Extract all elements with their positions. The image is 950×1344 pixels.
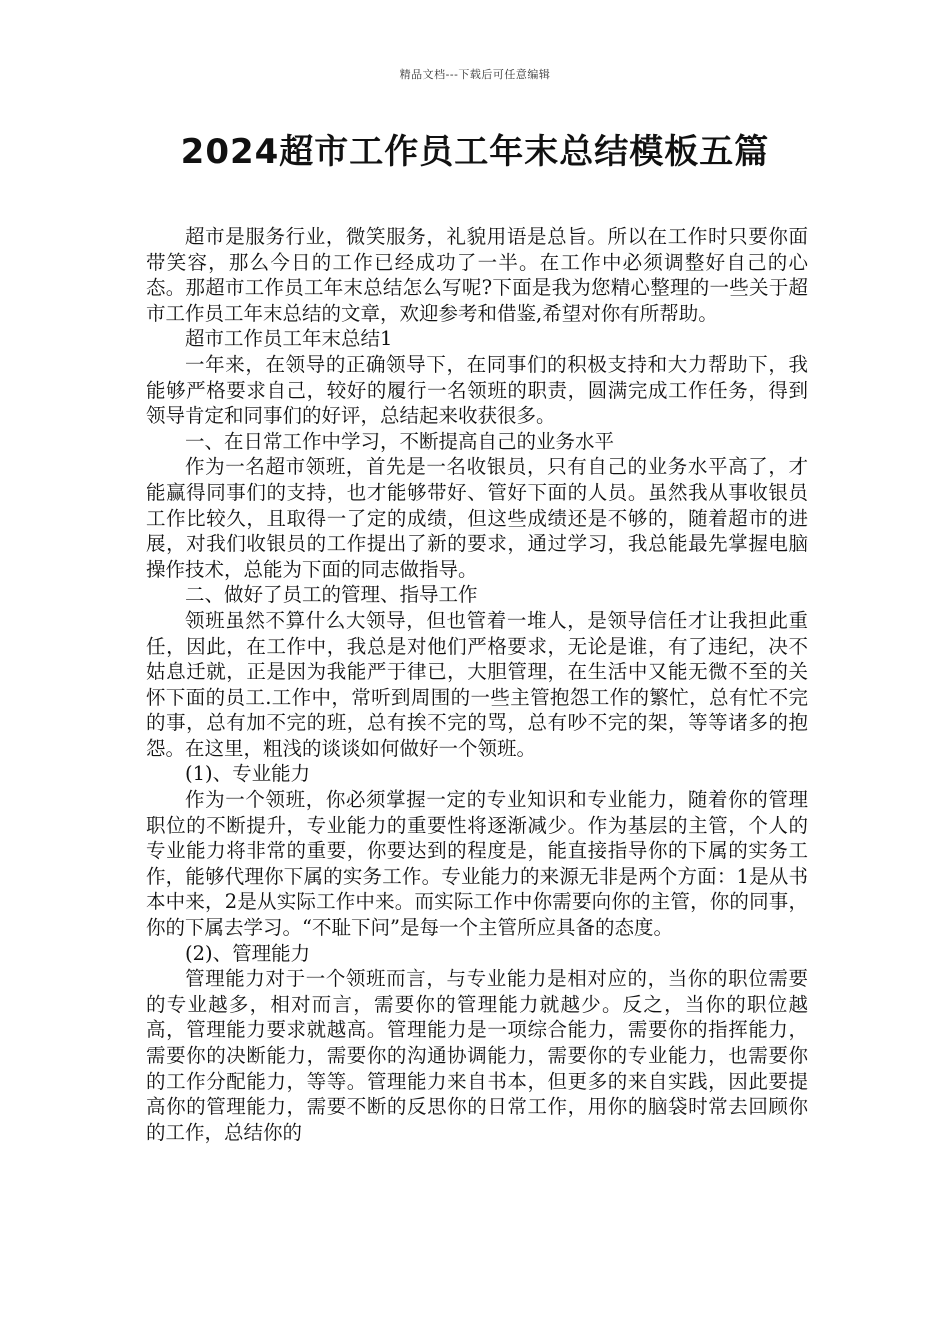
header-note: 精品文档---下载后可任意编辑 [399,68,551,81]
point-heading-management-ability: (2)、管理能力 [185,941,311,965]
body-paragraph: 一年来，在领导的正确领导下，在同事们的积极支持和大力帮助下，我能够严格要求自己，较好的履行一名领班的职责，圆满完成工作任务，得到领导肯定和同事们的好评，总结起来收获很多。 [146,352,808,428]
body-paragraph: 管理能力对于一个领班而言，与专业能力是相对应的，当你的职位需要的专业越多，相对而言，需要你的管理能力就越少。反之，当你的职位越高，管理能力要求就越高。管理能力是一项综合能力，需要你的指挥能力，需要你的决断能力，需要你的沟通协调能力，需要你的专业能力，也需要你的工作分配能力，等等。管理能力来自书本，但更多的来自实践，因此要提高你的管理能力，需要不断的反思你的日常工作，用你的脑袋时常去回顾你的工作，总结你的 [146,967,808,1144]
point-heading-professional-ability: (1)、专业能力 [185,762,311,786]
body-paragraph: 作为一个领班，你必须掌握一定的专业知识和专业能力，随着你的管理职位的不断提升，专业能力的重要性将逐渐减少。作为基层的主管，个人的专业能力将非常的重要，你要达到的程度是，能直接指导你的下属的实务工作，能够代理你下属的实务工作。专业能力的来源无非是两个方面：1是从书本中来，2是从实际工作中来。而实际工作中你需要向你的主管，你的同事，你的下属去学习。“不耻下问”是每一个主管所应具备的态度。 [146,788,808,940]
intro-paragraph: 超市是服务行业，微笑服务，礼貌用语是总旨。所以在工作时只要你面带笑容，那么今日的工作已经成功了一半。在工作中必须调整好自己的心态。那超市工作员工年末总结怎么写呢?下面是我为您精心整理的一些关于超市工作员工年末总结的文章，欢迎参考和借鉴,希望对你有所帮助。 [146,225,808,325]
subsection-heading-2: 二、做好了员工的管理、指导工作 [185,583,478,607]
document-title: 2024超市工作员工年末总结模板五篇 [180,132,770,172]
document-body [146,224,808,1145]
subsection-heading-1: 一、在日常工作中学习，不断提高自己的业务水平 [185,429,615,453]
body-paragraph: 作为一名超市领班，首先是一名收银员，只有自己的业务水平高了，才能赢得同事们的支持，也才能够带好、管好下面的人员。虽然我从事收银员工作比较久，且取得一了定的成绩，但这些成绩还是不够的，随着超市的进展，对我们收银员的工作提出了新的要求，通过学习，我总能最先掌握电脑操作技术，总能为下面的同志做指导。 [146,455,808,581]
body-paragraph: 领班虽然不算什么大领导，但也管着一堆人，是领导信任才让我担此重任，因此，在工作中，我总是对他们严格要求，无论是谁，有了违纪，决不姑息迁就，正是因为我能严于律已，大胆管理，在生活中又能无微不至的关怀下面的员工.工作中，常听到周围的一些主管抱怨工作的繁忙，总有忙不完的事，总有加不完的班，总有挨不完的骂，总有吵不完的架，等等诸多的抱怨。在这里，粗浅的谈谈如何做好一个领班。 [146,608,808,760]
section-heading-summary-1: 超市工作员工年末总结1 [185,327,393,351]
